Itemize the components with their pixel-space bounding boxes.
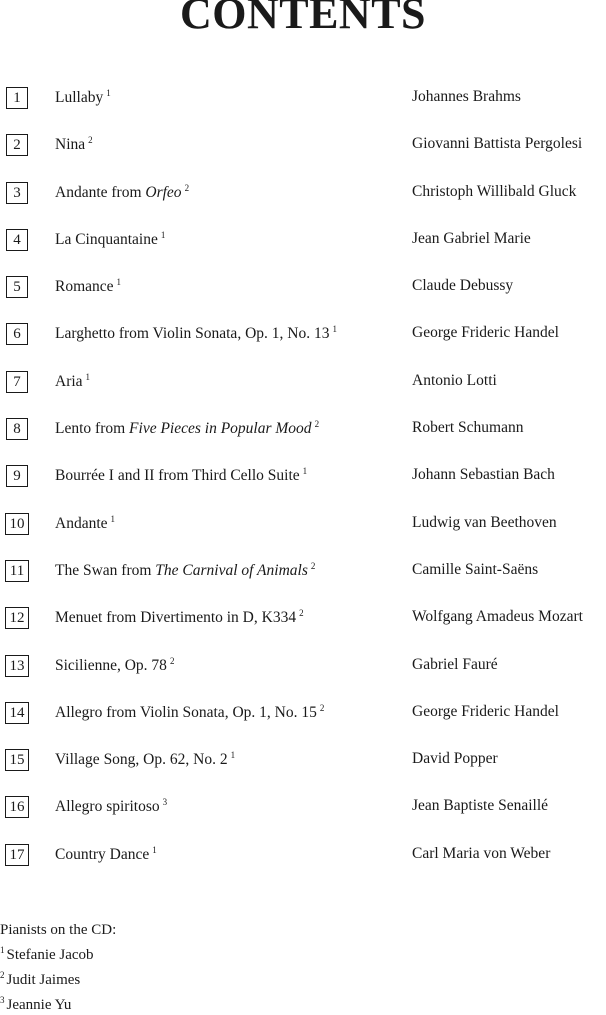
piece-title-italic: Orfeo — [145, 183, 182, 201]
piece-title — [55, 845, 157, 864]
pianist-item — [0, 965, 116, 990]
piece-title-text: Romance — [55, 278, 114, 296]
piece-title — [55, 656, 174, 675]
pianist-name: Stefanie Jacob — [6, 947, 94, 963]
pianist-footnote-marker: 1 — [116, 277, 122, 288]
track-number-box: 6 — [6, 323, 28, 345]
composer-name: George Frideric Handel — [412, 702, 559, 720]
piece-title — [55, 419, 319, 438]
piece-title-text: Larghetto from Violin Sonata, Op. 1, No. 13 — [55, 325, 330, 343]
piece-title-text: Andante from — [55, 183, 146, 201]
piece-title-text: Country Dance — [55, 845, 150, 863]
pianist-footnote-marker: 2 — [169, 655, 175, 666]
piece-title-text: La Cinquantaine — [55, 230, 158, 248]
track-number-box: 13 — [5, 655, 29, 677]
piece-title-text: Andante — [55, 514, 108, 532]
track-number-box: 9 — [6, 465, 28, 487]
contents-row — [0, 550, 606, 597]
piece-title-text: The Swan from — [55, 561, 156, 579]
pianist-footnote-marker: 2 — [299, 608, 304, 619]
composer-name: Jean Gabriel Marie — [412, 229, 531, 247]
contents-row — [0, 219, 606, 266]
pianist-footnote-marker: 3 — [0, 995, 5, 1005]
pianist-name: Judit Jaimes — [6, 972, 81, 988]
track-number-box: 4 — [6, 229, 28, 251]
contents-row — [0, 266, 606, 313]
pianist-item — [0, 990, 116, 1015]
contents-row — [0, 124, 606, 171]
pianist-footnote-marker: 3 — [162, 797, 168, 808]
piece-title-text: Menuet from Divertimento in D, K334 — [55, 609, 297, 627]
pianist-name: Jeannie Yu — [6, 997, 72, 1013]
track-number-box: 8 — [6, 418, 28, 440]
composer-name: David Popper — [412, 750, 498, 768]
composer-name: Jean Baptiste Senaillé — [412, 797, 549, 815]
contents-row — [0, 692, 606, 739]
pianists-heading: Pianists on the CD: — [0, 922, 117, 938]
pianist-footnote-marker: 2 — [310, 560, 316, 571]
composer-name: Johann Sebastian Bach — [412, 466, 555, 484]
piece-title-italic: The Carnival of Animals — [155, 561, 308, 579]
piece-title-text: Aria — [55, 372, 83, 390]
piece-title-text: Nina — [55, 136, 86, 154]
contents-row — [0, 172, 606, 219]
contents-row — [0, 455, 606, 502]
piece-title — [55, 514, 115, 533]
composer-name: Gabriel Fauré — [412, 655, 498, 673]
track-number-box: 12 — [5, 607, 29, 629]
pianist-footnote-marker: 1 — [152, 844, 157, 855]
piece-title — [55, 466, 307, 485]
contents-row — [0, 739, 606, 786]
composer-name: Ludwig van Beethoven — [412, 513, 557, 531]
composer-name: Christoph Willibald Gluck — [412, 182, 577, 200]
piece-title-text: Bourrée I and II from Third Cello Suite — [55, 467, 300, 485]
piece-title — [55, 372, 90, 391]
composer-name: Robert Schumann — [412, 419, 524, 437]
piece-title-text: Allegro spiritoso — [55, 798, 160, 816]
contents-row — [0, 503, 606, 550]
piece-title-text: Allegro from Violin Sonata, Op. 1, No. 15 — [55, 703, 317, 721]
piece-title — [55, 561, 315, 580]
contents-row — [0, 597, 606, 644]
track-number-box: 7 — [6, 371, 28, 393]
pianists-note — [0, 920, 116, 1015]
track-number-box: 10 — [5, 513, 29, 535]
composer-name: Giovanni Battista Pergolesi — [412, 135, 583, 153]
piece-title — [55, 135, 93, 154]
page-title: CONTENTS — [179, 0, 427, 38]
pianist-footnote-marker: 1 — [85, 371, 91, 382]
composer-name: Carl Maria von Weber — [412, 844, 551, 862]
contents-row — [0, 645, 606, 692]
track-number-box: 2 — [6, 134, 28, 156]
piece-title-text: Village Song, Op. 62, No. 2 — [55, 751, 228, 769]
piece-title — [55, 230, 165, 249]
piece-title — [55, 608, 304, 627]
pianist-footnote-marker: 2 — [319, 702, 325, 713]
track-number-box: 14 — [5, 702, 29, 724]
contents-row — [0, 408, 606, 455]
pianist-footnote-marker: 1 — [230, 750, 236, 761]
piece-title-text: Lullaby — [55, 89, 104, 106]
track-number-box: 5 — [6, 276, 28, 298]
contents-row — [0, 77, 606, 124]
contents-row — [0, 834, 606, 881]
pianist-item — [0, 940, 116, 965]
contents-row — [0, 361, 606, 408]
piece-title-text: Sicilienne, Op. 78 — [55, 656, 167, 674]
piece-title — [55, 277, 121, 296]
piece-title-text: Lento from — [55, 420, 130, 438]
pianist-footnote-marker: 2 — [314, 419, 320, 430]
piece-title — [55, 183, 189, 202]
composer-name: Camille Saint-Saëns — [412, 560, 539, 578]
track-number-box: 11 — [5, 560, 29, 582]
pianist-footnote-marker: 1 — [302, 466, 308, 477]
piece-title — [55, 750, 235, 769]
track-number-box: 3 — [6, 182, 28, 204]
composer-name: George Frideric Handel — [412, 324, 559, 342]
piece-title — [55, 797, 167, 816]
pianist-footnote-marker: 1 — [160, 229, 166, 240]
contents-list — [0, 77, 606, 881]
composer-name: Antonio Lotti — [412, 371, 497, 389]
pianist-footnote-marker: 2 — [184, 182, 190, 193]
track-number-box: 15 — [5, 749, 29, 771]
pianist-footnote-marker: 1 — [106, 88, 111, 98]
contents-row — [0, 313, 606, 360]
piece-title-italic: Five Pieces in Popular Mood — [129, 420, 312, 438]
pianist-footnote-marker: 1 — [332, 324, 337, 335]
pianists-list — [0, 940, 116, 1015]
track-number-box: 16 — [5, 796, 29, 818]
piece-title — [55, 324, 337, 343]
piece-title — [55, 88, 111, 107]
track-number-box: 1 — [6, 87, 28, 109]
composer-name: Claude Debussy — [412, 277, 514, 295]
composer-name: Johannes Brahms — [412, 88, 521, 105]
pianist-footnote-marker: 2 — [0, 970, 5, 980]
piece-title — [55, 703, 324, 722]
pianist-footnote-marker: 1 — [110, 513, 116, 524]
pianist-footnote-marker: 1 — [0, 945, 5, 955]
composer-name: Wolfgang Amadeus Mozart — [412, 608, 583, 626]
pianist-footnote-marker: 2 — [88, 135, 93, 146]
track-number-box: 17 — [5, 844, 29, 866]
contents-row — [0, 786, 606, 833]
